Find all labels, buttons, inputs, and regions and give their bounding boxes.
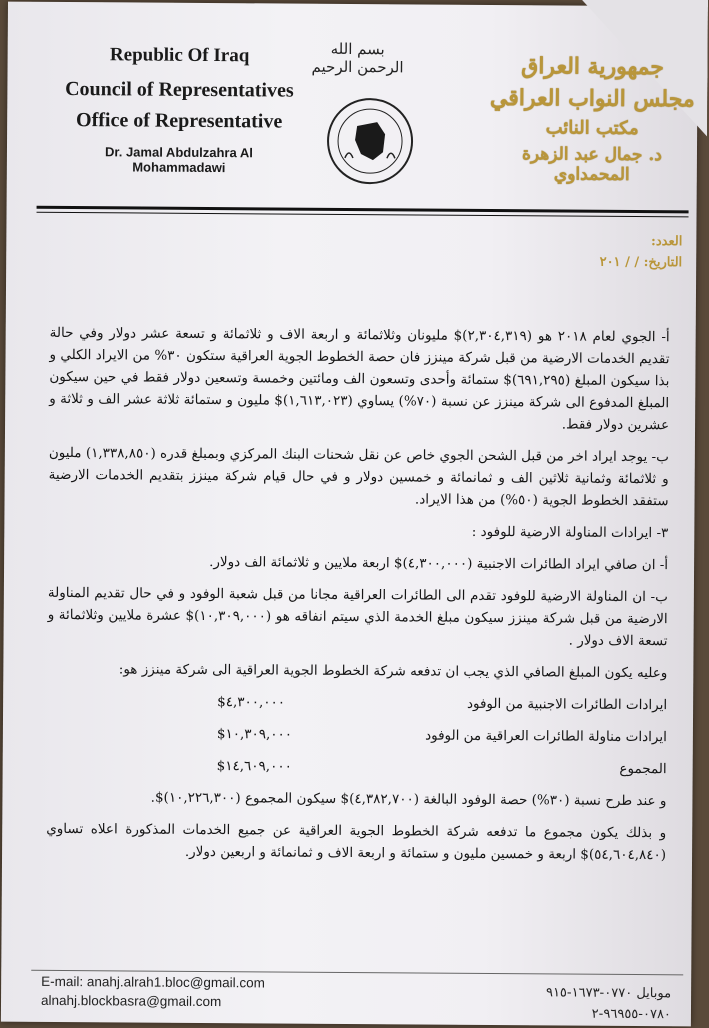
paragraph-iraqi-aircraft: ب- ان المناولة الارضية للوفود تقدم الى الطائرات العراقية مجانا من قبل شعبة الوفود و في حال تقديم المناولة الارضية من قبل شركة مينزز سيكون مبلغ الخدمة الذي سيتم انفاقه هو (١٠,٣٠٩,٠٠٠)$ عشرة ملايين وثلاثمائة و تسعة الاف دولار .: [47, 584, 668, 650]
date-value: / / ٢٠١: [599, 254, 640, 271]
paragraph-grand-total: و بذلك يكون مجموع ما تدفعه شركة الخطوط الجوية العراقية عن جميع الخدمات المذكورة اعلاه تساوي (٥٤,٦٠٤,٨٤٠)$ اربعة و خمسين مليون و ستمائة و اربعة الاف و ثمانمائة و اربعين دولار.: [46, 820, 667, 864]
date-field: [600, 255, 683, 271]
paragraph-revenue-share: أ- الجوي لعام ٢٠١٨ هو (٢,٣٠٤,٣١٩)$ مليونان وثلاثمائة و اربعة الاف و ثلاثمائة و تسعة عشر دولار وفي حالة تقديم الخدمات الارضية من قبل شركة مينزز فان حصة الخطوط الجوية العراقية ستكون ٣٠% من الايراد الكلي و بذا سيكون المبلغ (٦٩١,٢٩٥)$ ستمائة وأحدى وتسعون الف ومائتين وخمسة وتسعين دولار فقط في حين سيكون المبلغ المدفوع الى شركة مينزز عن نسبة (٧٠%) يساوي (١,٦١٣,٠٢٣)$ مليون و ستمائة ثلاثة عشر الف و ثلاثة و عشرين دولار فقط.: [49, 324, 670, 434]
letterhead-representative-name-ar: د. جمال عبد الزهرة المحمداوي: [521, 144, 662, 185]
date-label: التاريخ:: [643, 255, 683, 271]
amount-row-label: ايرادات مناولة الطائرات العراقية من الوفود: [425, 727, 667, 746]
amount-row-label: المجموع: [619, 760, 667, 778]
amount-row-value: $١٠,٣٠٩,٠٠٠: [216, 726, 293, 743]
email-primary[interactable]: E-mail: anahj.alrah1.bloc@gmail.com: [41, 973, 266, 991]
letterhead-representative-name: Dr. Jamal Abdulzahra Al Mohammadawi: [104, 144, 253, 176]
arabic-letterhead: [487, 53, 698, 191]
amount-row-total: [47, 754, 667, 780]
email-secondary[interactable]: alnahj.blockbasra@gmail.com: [40, 992, 222, 1010]
footer-emails: [41, 974, 265, 1014]
letterhead-country-ar: جمهورية العراق: [521, 53, 665, 81]
council-emblem-icon: [325, 96, 416, 191]
basmala-calligraphy: بسم الله الرحمن الرحيم: [311, 39, 404, 77]
english-letterhead: [59, 42, 300, 176]
letter-body: [46, 322, 670, 876]
letterhead-council: Council of Representatives: [65, 77, 294, 102]
letterhead-office-ar: مكتب النائب: [545, 117, 639, 139]
paragraph-net-amount: وعليه يكون المبلغ الصافي الذي يجب ان تدفعه شركة الخطوط الجوية العراقية الى شركة مينزز هو:: [118, 661, 668, 682]
amount-row-label: ايرادات الطائرات الاجنبية من الوفود: [466, 695, 668, 714]
phone-number-2[interactable]: ٠٧٨٠-٩٦٩٥٥-٢: [591, 1006, 672, 1023]
footer-phones: [546, 985, 671, 1028]
letterhead-office: Office of Representative: [75, 109, 283, 133]
phone-label: موبايل: [636, 986, 672, 1002]
letterhead-country: Republic Of Iraq: [109, 44, 250, 67]
paragraph-deduction: و عند طرح نسبة (٣٠%) حصة الوفود البالغة (٤,٣٨٢,٧٠٠)$ سيكون المجموع (١٠,٢٢٦,٣٠٠)$.: [150, 789, 667, 810]
reference-block: [600, 234, 683, 277]
amount-row: [47, 690, 667, 716]
phone-line-1: [546, 985, 671, 1001]
reference-number-label: العدد:: [651, 234, 683, 250]
section-heading-ground-handling: ٣- ايرادات المناولة الارضية للوفود :: [471, 523, 669, 542]
paragraph-cargo-revenue: ب- يوجد ايراد اخر من قبل الشحن الجوي خاص عن نقل شحنات البنك المركزي وبمبلغ قدره (١,٣٣٨,٨٥٠) مليون و ثلاثمائة وثمانية ثلاثين الف و ثمانمائة و خمسين دولار و في حال قيام شركة مينزز بتقديم الخدمات الارضية ستفقد الخطوط الجوية (٥٠%) من هذا الايراد.: [48, 444, 669, 510]
letterhead-council-ar: مجلس النواب العراقي: [489, 84, 695, 113]
letter-page: [1, 2, 698, 1027]
phone-number[interactable]: ٠٧٧٠-١٦٧٣-٩١٥: [545, 985, 633, 1001]
amount-row: [47, 722, 667, 748]
amount-row-value: $٤,٣٠٠,٠٠٠: [217, 694, 286, 711]
paragraph-foreign-aircraft: أ- ان صافي ايراد الطائرات الاجنبية (٤,٣٠٠,٠٠٠)$ اربعة ملايين و ثلاثمائة الف دولار.: [209, 554, 669, 574]
amount-row-value: $١٤,٦٠٩,٠٠٠: [216, 758, 292, 775]
